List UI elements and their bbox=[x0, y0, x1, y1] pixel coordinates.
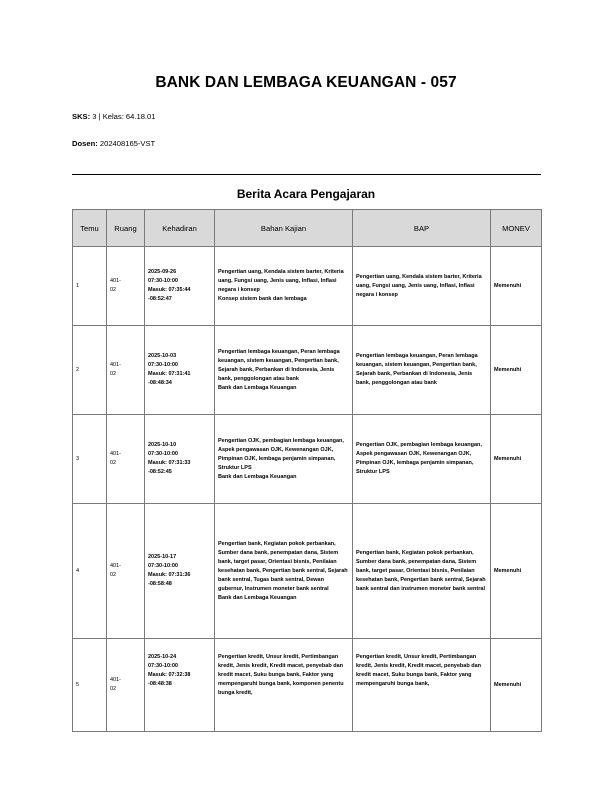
lecturer-meta bbox=[72, 139, 155, 148]
dosen-label: Dosen: bbox=[72, 139, 98, 148]
col-header-monev: MONEV bbox=[491, 210, 542, 247]
table-row bbox=[73, 247, 542, 326]
bap-text: Pengertian lembaga keuangan, Peran lembaga keuangan, sistem keuangan, Pengertian bank, Sejarah bank, Perbankan di Indonesia, Jenis bank, penggolongan atau bank bbox=[356, 353, 478, 386]
cell-kehadiran bbox=[145, 504, 215, 639]
cell-monev: Memenuhi bbox=[491, 504, 542, 639]
cell-ruang bbox=[107, 326, 145, 415]
col-header-temu: Temu bbox=[73, 210, 107, 247]
cell-monev: Memenuhi bbox=[491, 639, 542, 732]
table-row bbox=[73, 326, 542, 415]
ruang-text: 401- 02 bbox=[110, 362, 122, 377]
bahan-text: Pengertian OJK, pembagian lembaga keuangan, Aspek pengawasan OJK, Kewenangan OJK, Pimpinan OJK, lembaga penjamin simpanan, Struktur LPS Bank dan Lembaga Keuangan bbox=[218, 437, 344, 480]
section-title: Berita Acara Pengajaran bbox=[236, 187, 376, 201]
col-header-bahan-kajian: Bahan Kajian bbox=[215, 210, 353, 247]
cell-ruang bbox=[107, 639, 145, 732]
cell-ruang bbox=[107, 415, 145, 504]
table-row bbox=[73, 504, 542, 639]
document-title: BANK DAN LEMBAGA KEUANGAN - 057 bbox=[155, 74, 457, 91]
bap-text: Pengertian bank, Kegiatan pokok perbankan, Sumber dana bank, penempatan dana, Sistem bank, target pasar, Orientasi bisnis, Penilaian kesehatan bank, Pengertian bank sentral, Sejarah bank sentral dan instrumen moneter bank sentral bbox=[356, 549, 486, 592]
kehadiran-text: 2025-10-24 07:30-10:00 Masuk: 07:32:38 -08:48:38 bbox=[148, 654, 191, 687]
kehadiran-text: 2025-10-03 07:30-10:00 Masuk: 07:31:41 -08:48:34 bbox=[148, 353, 191, 386]
cell-monev: Memenuhi bbox=[491, 326, 542, 415]
cell-monev: Memenuhi bbox=[491, 415, 542, 504]
col-header-kehadiran: Kehadiran bbox=[145, 210, 215, 247]
cell-bahan-kajian bbox=[215, 504, 353, 639]
cell-kehadiran bbox=[145, 415, 215, 504]
bahan-text: Pengertian kredit, Unsur kredit, Pertimbangan kredit, Jenis kredit, Kredit macet, penyebab dan kredit macet, Suku bunga bank, Faktor yang mempengaruhi bunga bank, komponen penentu bunga kredit, bbox=[218, 654, 344, 696]
divider bbox=[72, 174, 541, 175]
course-meta bbox=[72, 112, 155, 121]
cell-temu: 5 bbox=[73, 639, 107, 732]
cell-ruang bbox=[107, 504, 145, 639]
cell-bap bbox=[353, 504, 491, 639]
cell-bahan-kajian bbox=[215, 247, 353, 326]
sks-value: 3 | Kelas: 64.18.01 bbox=[92, 112, 156, 121]
cell-bap bbox=[353, 639, 491, 732]
cell-bahan-kajian bbox=[215, 415, 353, 504]
table-header-row bbox=[73, 210, 542, 247]
ruang-text: 401- 02 bbox=[110, 278, 122, 293]
cell-kehadiran bbox=[145, 247, 215, 326]
kehadiran-text: 2025-09-26 07:30-10:00 Masuk: 07:35:44 -08:52:47 bbox=[148, 269, 191, 302]
cell-monev: Memenuhi bbox=[491, 247, 542, 326]
cell-temu: 4 bbox=[73, 504, 107, 639]
cell-temu: 2 bbox=[73, 326, 107, 415]
bahan-text: Pengertian lembaga keuangan, Peran lembaga keuangan, sistem keuangan, Pengertian bank, Sejarah bank, Perbankan di Indonesia, Jenis bank, penggolongan atau bank Bank dan Lembaga Keuangan bbox=[218, 348, 340, 391]
bahan-text: Pengertian uang, Kendala sistem barter, Kriteria uang, Fungsi uang, Jenis uang, Inflasi, Inflasi negara i konsep Konsep sistem bank dan lembaga bbox=[218, 269, 344, 302]
table-row bbox=[73, 639, 542, 732]
bap-text: Pengertian OJK, pembagian lembaga keuangan, Aspek pengawasan OJK, Kewenangan OJK, Pimpinan OJK, lembaga penjamin simpanan, Struktur LPS bbox=[356, 442, 482, 475]
dosen-value: 202408165-VST bbox=[99, 139, 156, 148]
cell-bap bbox=[353, 326, 491, 415]
cell-temu: 3 bbox=[73, 415, 107, 504]
kehadiran-text: 2025-10-10 07:30-10:00 Masuk: 07:31:33 -08:52:45 bbox=[148, 442, 191, 475]
ruang-text: 401- 02 bbox=[110, 451, 122, 466]
cell-bap bbox=[353, 415, 491, 504]
teaching-report-table bbox=[72, 209, 542, 732]
ruang-text: 401- 02 bbox=[110, 563, 122, 578]
cell-bahan-kajian bbox=[215, 639, 353, 732]
cell-bahan-kajian bbox=[215, 326, 353, 415]
ruang-text: 401- 02 bbox=[110, 677, 122, 692]
cell-temu: 1 bbox=[73, 247, 107, 326]
cell-kehadiran bbox=[145, 639, 215, 732]
col-header-bap: BAP bbox=[353, 210, 491, 247]
kehadiran-text: 2025-10-17 07:30-10:00 Masuk: 07:31:36 -08:58:48 bbox=[148, 554, 191, 587]
bahan-text: Pengertian bank, Kegiatan pokok perbankan, Sumber dana bank, penempatan dana, Sistem bank, target pasar, Orientasi bisnis, Penilaian kesehatan bank, Pengertian bank sentral, Sejarah bank sentral, Tugas bank sentral, Dewan gubernur, Instrumen moneter bank sentral Bank dan Lembaga Keuangan bbox=[218, 540, 348, 601]
table-row bbox=[73, 415, 542, 504]
sks-label: SKS: bbox=[72, 112, 91, 121]
bap-text: Pengertian kredit, Unsur kredit, Pertimbangan kredit, Jenis kredit, Kredit macet, penyebab dan kredit macet, Suku bunga bank, Faktor yang mempengaruhi bunga bank, bbox=[356, 654, 482, 687]
bap-text: Pengertian uang, Kendala sistem barter, Kriteria uang, Fungsi uang, Jenis uang, Inflasi, Inflasi negara i konsep bbox=[356, 273, 482, 298]
col-header-ruang: Ruang bbox=[107, 210, 145, 247]
cell-bap bbox=[353, 247, 491, 326]
cell-ruang bbox=[107, 247, 145, 326]
cell-kehadiran bbox=[145, 326, 215, 415]
